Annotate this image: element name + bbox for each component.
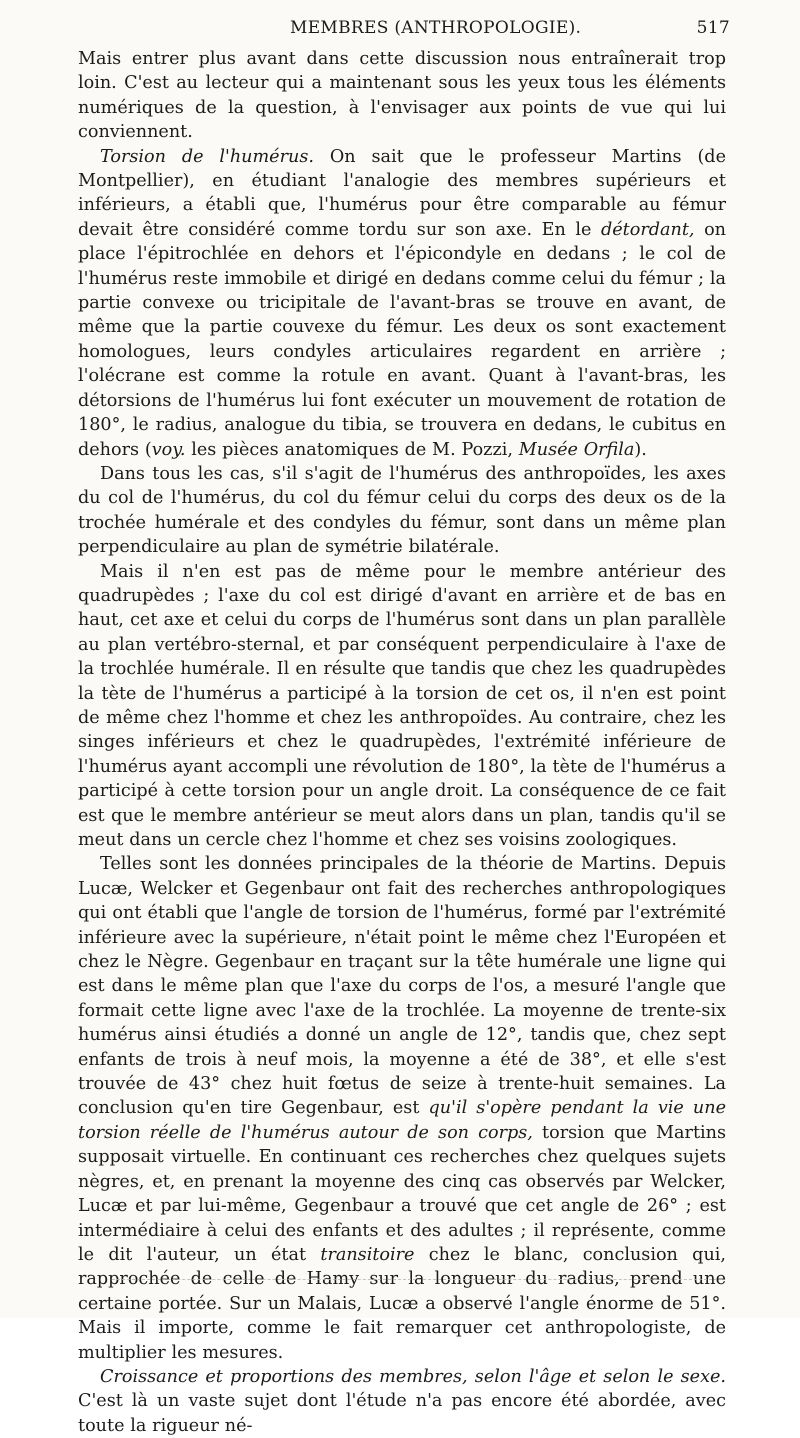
section-heading-torsion: Torsion de l'humérus. xyxy=(100,146,314,167)
text-run: torsion que Martins supposait virtuelle. En continuant ces recherches chez quelques sujets nègres, et, en prenant la moyenne des cinq cas observés par Welcker, Lucæ et par lui-même, Gegenbaur a trouvé que cet angle de 26° ; est intermédiaire à celui des enfants et des adultes ; il représente, comme le dit l'auteur, un état xyxy=(78,1122,727,1265)
italic-term: détordant, xyxy=(601,219,695,240)
paragraph-martins-theory xyxy=(78,852,726,1365)
text-run: les pièces anatomiques de M. Pozzi, xyxy=(185,439,519,460)
text-run: Mais entrer plus avant dans cette discussion nous entraînerait trop loin. C'est au lecteur qui a maintenant sous les yeux tous les éléments numériques de la question, à l'envisager aux points de vue qui lui conviennent. xyxy=(78,49,726,143)
running-title: MEMBRES (ANTHROPOLOGIE). xyxy=(290,18,582,38)
page-number: 517 xyxy=(696,18,730,38)
section-heading-croissance: Croissance et proportions des membres, selon l'âge et selon le sexe. xyxy=(100,1366,726,1387)
running-header xyxy=(80,18,730,44)
text-run: Mais il n'en est pas de même pour le membre antérieur des quadrupèdes ; l'axe du col est dirigé d'avant en arrière et de bas en haut, cet axe et celui du corps de l'humérus sont dans un plan parallèle au plan vertébro-sternal, et par conséquent perpendiculaire à l'axe de la trochlée humérale. Il en résulte que tandis que chez les quadrupèdes la tète de l'humérus a participé à la torsion de cet os, il n'en est point de même chez l'homme et chez les anthropoïdes. Au contraire, chez les singes inférieurs et chez le quadrupèdes, l'extrémité inférieure de l'humérus ayant accompli une révolution de 180°, la tète de l'humérus a participé à cette torsion pour un angle droit. La conséquence de ce fait est que le membre antérieur se meut alors dans un plan, tandis qu'il se meut dans un cercle chez l'homme et chez ses voisins zoologiques. xyxy=(78,561,726,850)
page-body xyxy=(78,47,726,1438)
text-run: on place l'épitrochlée en dehors et l'épicondyle en dedans ; le col de l'humérus reste immobile et dirigé en dedans comme celui du fémur ; la partie convexe ou tricipitale de l'avant-bras se trouve en avant, de même que la partie couvexe du fémur. Les deux os sont exactement homologues, leurs condyles articulaires regardent en arrière ; l'olécrane est comme la rotule en avant. Quant à l'avant-bras, les détorsions de l'humérus lui font exécuter un mouvement de rotation de 180°, le radius, analogue du tibia, se trouvera en dedans, le cubitus en dehors ( xyxy=(78,219,726,460)
paragraph-torsion-humerus xyxy=(78,145,726,462)
text-run: ). xyxy=(634,439,647,460)
text-run: C'est là un vaste sujet dont l'étude n'a pas encore été abordée, avec toute la rigueur né- xyxy=(78,1391,726,1436)
paragraph-anthropoides xyxy=(78,462,726,560)
italic-term: qu'il s'opère pendant la vie une torsion réelle de l'humérus autour de son corps, xyxy=(78,1098,726,1143)
paragraph-quadrupedes xyxy=(78,560,726,853)
italic-term: Musée Orfila xyxy=(518,439,635,460)
text-run: On sait que le professeur Martins (de Montpellier), en étudiant l'analogie des membres supérieurs et inférieurs, a établi que, l'humérus pour être comparable au fémur devait être considéré comme tordu sur son axe. En le xyxy=(78,146,726,240)
footer-divider xyxy=(112,1279,722,1280)
italic-term: voy. xyxy=(151,439,186,460)
text-run: chez le blanc, conclusion qui, rapprochée de celle de Hamy sur la longueur du radius, prend une certaine portée. Sur un Malais, Lucæ a observé l'angle énorme de 51°. Mais il importe, comme le fait remarquer cet anthropologiste, de multiplier les mesures. xyxy=(78,1244,726,1363)
paragraph-croissance xyxy=(78,1365,726,1438)
paragraph-continuation xyxy=(78,47,726,145)
text-run: Telles sont les données principales de la théorie de Martins. Depuis Lucæ, Welcker et Gegenbaur ont fait des recherches anthropologiques qui ont établi que l'angle de torsion de l'humérus, formé par l'extrémité inférieure avec la supérieure, n'était point le même chez l'Européen et chez le Nègre. Gegenbaur en traçant sur la tête humérale une ligne qui est dans le même plan que l'axe du corps de l'os, a mesuré l'angle que formait cette ligne avec l'axe de la trochlée. La moyenne de trente-six humérus ainsi étudiés a donné un angle de 12°, tandis que, chez sept enfants de trois à neuf mois, la moyenne a été de 38°, et elle s'est trouvée de 43° chez huit fœtus de seize à trente-huit semaines. La conclusion qu'en tire Gegenbaur, est xyxy=(78,854,726,1119)
text-run: Dans tous les cas, s'il s'agit de l'humérus des anthropoïdes, les axes du col de l'humérus, du col du fémur celui du corps des deux os de la trochée humérale et des condyles du fémur, sont dans un même plan perpendiculaire au plan de symétrie bilatérale. xyxy=(78,463,726,558)
italic-term: transitoire xyxy=(320,1244,415,1265)
